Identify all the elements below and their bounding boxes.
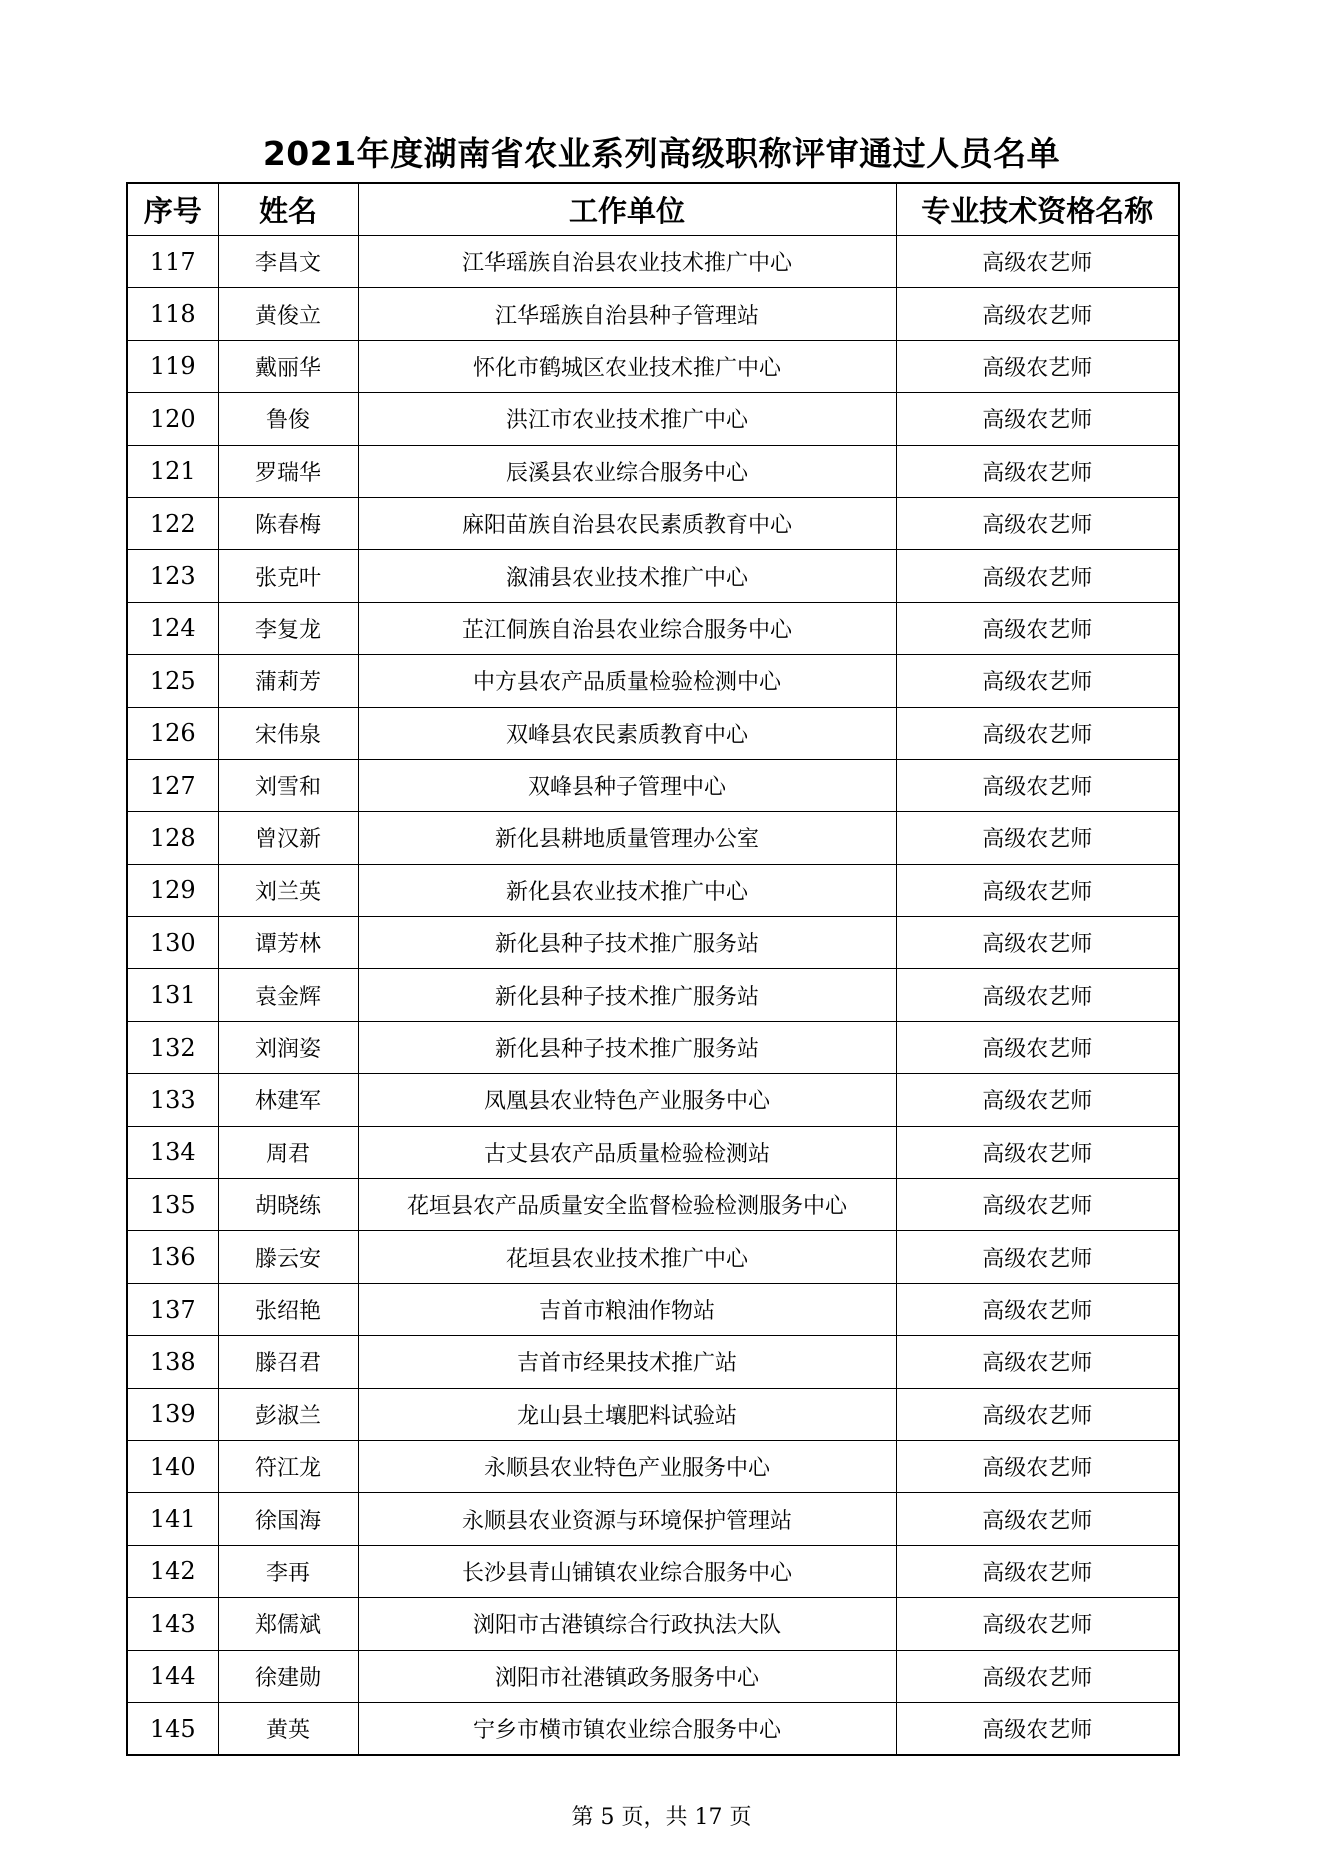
row-number: 120 [127,393,218,445]
work-unit: 中方县农产品质量检验检测中心 [358,655,896,707]
qualification: 高级农艺师 [896,602,1179,654]
qualification: 高级农艺师 [896,288,1179,340]
person-name: 蒲莉芳 [218,655,358,707]
person-name: 符江龙 [218,1440,358,1492]
work-unit: 长沙县青山铺镇农业综合服务中心 [358,1545,896,1597]
qualification: 高级农艺师 [896,1179,1179,1231]
work-unit: 古丈县农产品质量检验检测站 [358,1126,896,1178]
row-number: 139 [127,1388,218,1440]
person-name: 戴丽华 [218,340,358,392]
table-row [127,812,1179,864]
person-name: 徐建勋 [218,1650,358,1702]
table-row [127,1545,1179,1597]
table-row [127,445,1179,497]
row-number: 145 [127,1702,218,1755]
person-name: 陈春梅 [218,497,358,549]
table-header-row [127,183,1179,236]
work-unit: 永顺县农业特色产业服务中心 [358,1440,896,1492]
table-row [127,550,1179,602]
row-number: 128 [127,812,218,864]
table-row [127,393,1179,445]
row-number: 134 [127,1126,218,1178]
table-row [127,1650,1179,1702]
work-unit: 浏阳市社港镇政务服务中心 [358,1650,896,1702]
row-number: 131 [127,969,218,1021]
qualification: 高级农艺师 [896,550,1179,602]
work-unit: 凤凰县农业特色产业服务中心 [358,1074,896,1126]
person-name: 李复龙 [218,602,358,654]
person-name: 周君 [218,1126,358,1178]
table-row [127,288,1179,340]
work-unit: 吉首市经果技术推广站 [358,1336,896,1388]
work-unit: 江华瑶族自治县农业技术推广中心 [358,236,896,288]
qualification: 高级农艺师 [896,759,1179,811]
work-unit: 花垣县农业技术推广中心 [358,1231,896,1283]
page-title: 2021年度湖南省农业系列高级职称评审通过人员名单 [262,134,1061,173]
work-unit: 溆浦县农业技术推广中心 [358,550,896,602]
work-unit: 新化县种子技术推广服务站 [358,1021,896,1073]
page-number: 第 5 页，共 17 页 [571,1805,752,1830]
table-row [127,1179,1179,1231]
person-name: 袁金辉 [218,969,358,1021]
personnel-table [126,182,1180,1756]
work-unit: 新化县农业技术推广中心 [358,864,896,916]
qualification: 高级农艺师 [896,969,1179,1021]
work-unit: 永顺县农业资源与环境保护管理站 [358,1493,896,1545]
table-row [127,707,1179,759]
row-number: 141 [127,1493,218,1545]
work-unit: 龙山县土壤肥料试验站 [358,1388,896,1440]
row-number: 133 [127,1074,218,1126]
table-row [127,1702,1179,1755]
work-unit: 江华瑶族自治县种子管理站 [358,288,896,340]
row-number: 123 [127,550,218,602]
table-row [127,759,1179,811]
work-unit: 怀化市鹤城区农业技术推广中心 [358,340,896,392]
qualification: 高级农艺师 [896,1545,1179,1597]
person-name: 刘兰英 [218,864,358,916]
table-row [127,602,1179,654]
row-number: 142 [127,1545,218,1597]
person-name: 谭芳林 [218,917,358,969]
row-number: 144 [127,1650,218,1702]
header-unit: 工作单位 [358,183,896,236]
person-name: 林建军 [218,1074,358,1126]
row-number: 122 [127,497,218,549]
table-row [127,1126,1179,1178]
work-unit: 辰溪县农业综合服务中心 [358,445,896,497]
row-number: 125 [127,655,218,707]
header-qualification: 专业技术资格名称 [896,183,1179,236]
work-unit: 洪江市农业技术推广中心 [358,393,896,445]
row-number: 137 [127,1283,218,1335]
work-unit: 麻阳苗族自治县农民素质教育中心 [358,497,896,549]
person-name: 罗瑞华 [218,445,358,497]
work-unit: 双峰县农民素质教育中心 [358,707,896,759]
person-name: 黄俊立 [218,288,358,340]
qualification: 高级农艺师 [896,1598,1179,1650]
person-name: 郑儒斌 [218,1598,358,1650]
table-row [127,1283,1179,1335]
qualification: 高级农艺师 [896,497,1179,549]
person-name: 张绍艳 [218,1283,358,1335]
qualification: 高级农艺师 [896,236,1179,288]
person-name: 鲁俊 [218,393,358,445]
qualification: 高级农艺师 [896,1021,1179,1073]
work-unit: 双峰县种子管理中心 [358,759,896,811]
row-number: 140 [127,1440,218,1492]
person-name: 宋伟泉 [218,707,358,759]
person-name: 滕召君 [218,1336,358,1388]
work-unit: 宁乡市横市镇农业综合服务中心 [358,1702,896,1755]
person-name: 滕云安 [218,1231,358,1283]
table-row [127,1074,1179,1126]
work-unit: 新化县种子技术推广服务站 [358,917,896,969]
qualification: 高级农艺师 [896,445,1179,497]
row-number: 124 [127,602,218,654]
table-row [127,1598,1179,1650]
table-row [127,236,1179,288]
row-number: 130 [127,917,218,969]
qualification: 高级农艺师 [896,1388,1179,1440]
person-name: 刘润姿 [218,1021,358,1073]
work-unit: 吉首市粮油作物站 [358,1283,896,1335]
table-row [127,1440,1179,1492]
table-row [127,864,1179,916]
person-name: 张克叶 [218,550,358,602]
qualification: 高级农艺师 [896,1702,1179,1755]
table-row [127,1388,1179,1440]
qualification: 高级农艺师 [896,1283,1179,1335]
person-name: 黄英 [218,1702,358,1755]
table-row [127,1336,1179,1388]
row-number: 127 [127,759,218,811]
row-number: 118 [127,288,218,340]
qualification: 高级农艺师 [896,812,1179,864]
row-number: 121 [127,445,218,497]
work-unit: 芷江侗族自治县农业综合服务中心 [358,602,896,654]
qualification: 高级农艺师 [896,1074,1179,1126]
table-row [127,340,1179,392]
table-row [127,917,1179,969]
work-unit: 浏阳市古港镇综合行政执法大队 [358,1598,896,1650]
qualification: 高级农艺师 [896,1493,1179,1545]
person-name: 徐国海 [218,1493,358,1545]
person-name: 曾汉新 [218,812,358,864]
work-unit: 新化县种子技术推广服务站 [358,969,896,1021]
header-num: 序号 [127,183,218,236]
row-number: 136 [127,1231,218,1283]
person-name: 胡晓练 [218,1179,358,1231]
person-name: 李昌文 [218,236,358,288]
person-name: 李再 [218,1545,358,1597]
row-number: 138 [127,1336,218,1388]
table-row [127,1021,1179,1073]
row-number: 135 [127,1179,218,1231]
table-row [127,497,1179,549]
table-row [127,969,1179,1021]
row-number: 119 [127,340,218,392]
row-number: 129 [127,864,218,916]
row-number: 126 [127,707,218,759]
qualification: 高级农艺师 [896,917,1179,969]
table-row [127,655,1179,707]
work-unit: 花垣县农产品质量安全监督检验检测服务中心 [358,1179,896,1231]
qualification: 高级农艺师 [896,1231,1179,1283]
qualification: 高级农艺师 [896,1126,1179,1178]
header-name: 姓名 [218,183,358,236]
qualification: 高级农艺师 [896,393,1179,445]
qualification: 高级农艺师 [896,864,1179,916]
qualification: 高级农艺师 [896,1440,1179,1492]
row-number: 132 [127,1021,218,1073]
person-name: 彭淑兰 [218,1388,358,1440]
row-number: 117 [127,236,218,288]
work-unit: 新化县耕地质量管理办公室 [358,812,896,864]
qualification: 高级农艺师 [896,707,1179,759]
qualification: 高级农艺师 [896,340,1179,392]
qualification: 高级农艺师 [896,655,1179,707]
table-row [127,1493,1179,1545]
qualification: 高级农艺师 [896,1336,1179,1388]
qualification: 高级农艺师 [896,1650,1179,1702]
table-row [127,1231,1179,1283]
row-number: 143 [127,1598,218,1650]
table-body [127,236,1179,1756]
person-name: 刘雪和 [218,759,358,811]
